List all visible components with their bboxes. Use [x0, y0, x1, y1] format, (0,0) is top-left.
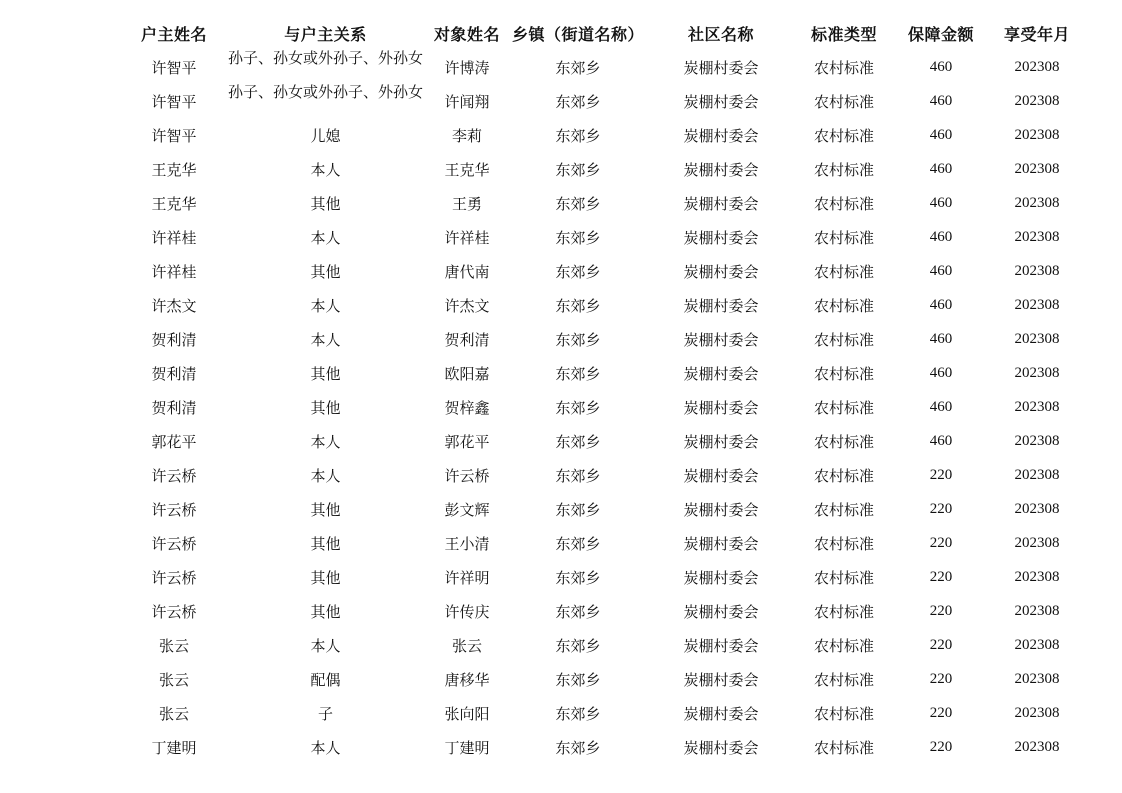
cell-standard-type: 农村标准: [814, 296, 875, 315]
cell-relationship: 本人: [310, 330, 341, 349]
cell-amount: 460: [929, 92, 953, 109]
cell-month: 202308: [1014, 330, 1060, 347]
cell-recipient-name: 彭文辉: [444, 500, 490, 519]
cell-standard-type: 农村标准: [814, 160, 875, 179]
cell-householder-name: 丁建明: [151, 738, 197, 757]
cell-amount: 220: [929, 500, 953, 517]
cell-township: 东郊乡: [555, 738, 601, 757]
cell-month: 202308: [1014, 704, 1060, 721]
cell-recipient-name: 王勇: [452, 194, 483, 213]
cell-community: 炭棚村委会: [683, 500, 759, 519]
cell-recipient-name: 欧阳嘉: [444, 364, 490, 383]
cell-relationship: 其他: [310, 534, 341, 553]
cell-month: 202308: [1014, 466, 1060, 483]
cell-householder-name: 许祥桂: [151, 228, 197, 247]
cell-relationship: 本人: [310, 636, 341, 655]
table-body: [120, 50, 1083, 764]
cell-householder-name: 张云: [158, 704, 189, 723]
table-row: [120, 560, 1083, 594]
cell-recipient-name: 许祥桂: [444, 228, 490, 247]
cell-standard-type: 农村标准: [814, 670, 875, 689]
cell-relationship: 其他: [310, 262, 341, 281]
cell-householder-name: 许智平: [151, 92, 197, 111]
cell-township: 东郊乡: [555, 92, 601, 111]
cell-standard-type: 农村标准: [814, 466, 875, 485]
cell-township: 东郊乡: [555, 296, 601, 315]
relationship-text: 孙子、孙女或外孙子、外孙女: [228, 50, 424, 67]
cell-recipient-name: 唐移华: [444, 670, 490, 689]
cell-standard-type: 农村标准: [814, 262, 875, 281]
cell-month: 202308: [1014, 126, 1060, 143]
cell-community: 炭棚村委会: [683, 432, 759, 451]
table-row: [120, 696, 1083, 730]
cell-amount: 220: [929, 670, 953, 687]
cell-relationship: 其他: [310, 602, 341, 621]
cell-township: 东郊乡: [555, 194, 601, 213]
cell-month: 202308: [1014, 262, 1060, 279]
cell-standard-type: 农村标准: [814, 58, 875, 77]
cell-community: 炭棚村委会: [683, 58, 759, 77]
cell-recipient-name: 许博涛: [444, 58, 490, 77]
cell-township: 东郊乡: [555, 534, 601, 553]
cell-householder-name: 许云桥: [151, 568, 197, 587]
cell-community: 炭棚村委会: [683, 602, 759, 621]
cell-householder-name: 许云桥: [151, 534, 197, 553]
cell-standard-type: 农村标准: [814, 432, 875, 451]
cell-township: 东郊乡: [555, 160, 601, 179]
cell-relationship: 本人: [310, 160, 341, 179]
table-row: [120, 356, 1083, 390]
cell-relationship: 本人: [310, 296, 341, 315]
cell-amount: 460: [929, 160, 953, 177]
relationship-text: 孙子、孙女或外孙子、外孙女: [228, 84, 424, 101]
cell-householder-name: 贺利清: [151, 398, 197, 417]
header-row: [120, 16, 1083, 50]
cell-relationship: 其他: [310, 364, 341, 383]
cell-community: 炭棚村委会: [683, 92, 759, 111]
cell-standard-type: 农村标准: [814, 364, 875, 383]
cell-recipient-name: 许杰文: [444, 296, 490, 315]
cell-month: 202308: [1014, 58, 1060, 75]
cell-recipient-name: 郭花平: [444, 432, 490, 451]
cell-householder-name: 郭花平: [151, 432, 197, 451]
cell-householder-name: 许杰文: [151, 296, 197, 315]
table-row: [120, 390, 1083, 424]
cell-township: 东郊乡: [555, 568, 601, 587]
cell-community: 炭棚村委会: [683, 636, 759, 655]
table-row: [120, 152, 1083, 186]
cell-amount: 220: [929, 534, 953, 551]
cell-township: 东郊乡: [555, 58, 601, 77]
cell-amount: 460: [929, 126, 953, 143]
cell-township: 东郊乡: [555, 262, 601, 281]
cell-relationship: 其他: [310, 398, 341, 417]
cell-householder-name: 贺利清: [151, 330, 197, 349]
cell-month: 202308: [1014, 602, 1060, 619]
table-row: [120, 322, 1083, 356]
cell-householder-name: 许祥桂: [151, 262, 197, 281]
cell-standard-type: 农村标准: [814, 330, 875, 349]
cell-community: 炭棚村委会: [683, 126, 759, 145]
header-amount: 保障金额: [908, 24, 975, 44]
cell-community: 炭棚村委会: [683, 262, 759, 281]
cell-standard-type: 农村标准: [814, 636, 875, 655]
table-row: [120, 458, 1083, 492]
cell-township: 东郊乡: [555, 704, 601, 723]
cell-community: 炭棚村委会: [683, 568, 759, 587]
cell-township: 东郊乡: [555, 398, 601, 417]
cell-recipient-name: 丁建明: [444, 738, 490, 757]
cell-recipient-name: 许祥明: [444, 568, 490, 587]
cell-month: 202308: [1014, 500, 1060, 517]
cell-relationship: 本人: [310, 738, 341, 757]
cell-relationship: 本人: [310, 228, 341, 247]
cell-amount: 460: [929, 398, 953, 415]
cell-community: 炭棚村委会: [683, 364, 759, 383]
cell-standard-type: 农村标准: [814, 704, 875, 723]
cell-standard-type: 农村标准: [814, 194, 875, 213]
cell-township: 东郊乡: [555, 466, 601, 485]
cell-relationship: 本人: [310, 432, 341, 451]
cell-township: 东郊乡: [555, 636, 601, 655]
cell-community: 炭棚村委会: [683, 160, 759, 179]
cell-relationship: 其他: [310, 194, 341, 213]
cell-relationship: 本人: [310, 466, 341, 485]
cell-amount: 460: [929, 364, 953, 381]
cell-relationship: [228, 84, 423, 118]
cell-month: 202308: [1014, 738, 1060, 755]
table-row: [120, 50, 1083, 84]
table-row: [120, 424, 1083, 458]
cell-amount: 460: [929, 58, 953, 75]
cell-amount: 460: [929, 262, 953, 279]
cell-recipient-name: 许传庆: [444, 602, 490, 621]
table-row: [120, 492, 1083, 526]
header-township: 乡镇（街道名称）: [512, 24, 645, 44]
cell-amount: 220: [929, 568, 953, 585]
header-relationship: 与户主关系: [284, 24, 367, 44]
cell-householder-name: 许云桥: [151, 602, 197, 621]
cell-amount: 220: [929, 738, 953, 755]
table-header: [120, 16, 1083, 50]
cell-householder-name: 贺利清: [151, 364, 197, 383]
cell-householder-name: 张云: [158, 670, 189, 689]
cell-recipient-name: 王克华: [444, 160, 490, 179]
cell-relationship: 儿媳: [310, 126, 341, 145]
header-recipient-name: 对象姓名: [434, 24, 501, 44]
cell-township: 东郊乡: [555, 670, 601, 689]
table-row: [120, 526, 1083, 560]
cell-community: 炭棚村委会: [683, 228, 759, 247]
cell-month: 202308: [1014, 636, 1060, 653]
table-row: [120, 594, 1083, 628]
cell-recipient-name: 贺梓鑫: [444, 398, 490, 417]
header-standard-type: 标准类型: [811, 24, 878, 44]
roster-table: [120, 16, 1083, 764]
cell-recipient-name: 李莉: [452, 126, 483, 145]
table-row: [120, 220, 1083, 254]
cell-recipient-name: 贺利清: [444, 330, 490, 349]
cell-relationship: 配偶: [310, 670, 341, 689]
cell-community: 炭棚村委会: [683, 466, 759, 485]
cell-standard-type: 农村标准: [814, 534, 875, 553]
cell-amount: 220: [929, 466, 953, 483]
header-community: 社区名称: [688, 24, 755, 44]
cell-recipient-name: 张云: [452, 636, 483, 655]
cell-month: 202308: [1014, 296, 1060, 313]
cell-amount: 460: [929, 330, 953, 347]
cell-recipient-name: 许闻翔: [444, 92, 490, 111]
cell-relationship: 其他: [310, 568, 341, 587]
cell-standard-type: 农村标准: [814, 602, 875, 621]
cell-month: 202308: [1014, 194, 1060, 211]
cell-standard-type: 农村标准: [814, 500, 875, 519]
cell-township: 东郊乡: [555, 126, 601, 145]
cell-township: 东郊乡: [555, 228, 601, 247]
header-month: 享受年月: [1004, 24, 1071, 44]
cell-standard-type: 农村标准: [814, 568, 875, 587]
cell-relationship: 子: [318, 704, 334, 723]
cell-amount: 460: [929, 432, 953, 449]
cell-recipient-name: 王小清: [444, 534, 490, 553]
cell-community: 炭棚村委会: [683, 704, 759, 723]
cell-month: 202308: [1014, 364, 1060, 381]
cell-recipient-name: 张向阳: [444, 704, 490, 723]
cell-amount: 460: [929, 228, 953, 245]
cell-standard-type: 农村标准: [814, 738, 875, 757]
cell-month: 202308: [1014, 160, 1060, 177]
cell-month: 202308: [1014, 432, 1060, 449]
cell-householder-name: 许云桥: [151, 500, 197, 519]
cell-community: 炭棚村委会: [683, 738, 759, 757]
cell-standard-type: 农村标准: [814, 126, 875, 145]
cell-month: 202308: [1014, 398, 1060, 415]
table-row: [120, 118, 1083, 152]
table-row: [120, 288, 1083, 322]
cell-month: 202308: [1014, 670, 1060, 687]
table-row: [120, 730, 1083, 764]
cell-month: 202308: [1014, 228, 1060, 245]
table-row: [120, 628, 1083, 662]
cell-householder-name: 许智平: [151, 58, 197, 77]
cell-community: 炭棚村委会: [683, 194, 759, 213]
table-row: [120, 662, 1083, 696]
cell-township: 东郊乡: [555, 330, 601, 349]
cell-householder-name: 王克华: [151, 194, 197, 213]
cell-standard-type: 农村标准: [814, 398, 875, 417]
cell-township: 东郊乡: [555, 432, 601, 451]
cell-standard-type: 农村标准: [814, 92, 875, 111]
cell-recipient-name: 唐代南: [444, 262, 490, 281]
cell-relationship: 其他: [310, 500, 341, 519]
cell-township: 东郊乡: [555, 364, 601, 383]
table-row: [120, 186, 1083, 220]
cell-month: 202308: [1014, 534, 1060, 551]
cell-township: 东郊乡: [555, 500, 601, 519]
cell-community: 炭棚村委会: [683, 398, 759, 417]
cell-householder-name: 王克华: [151, 160, 197, 179]
cell-standard-type: 农村标准: [814, 228, 875, 247]
cell-month: 202308: [1014, 568, 1060, 585]
cell-community: 炭棚村委会: [683, 534, 759, 553]
table-row: [120, 254, 1083, 288]
cell-community: 炭棚村委会: [683, 330, 759, 349]
cell-amount: 460: [929, 194, 953, 211]
cell-amount: 220: [929, 602, 953, 619]
cell-householder-name: 许云桥: [151, 466, 197, 485]
cell-relationship: [228, 50, 423, 84]
cell-amount: 220: [929, 636, 953, 653]
cell-householder-name: 张云: [158, 636, 189, 655]
header-householder-name: 户主姓名: [140, 24, 207, 44]
cell-householder-name: 许智平: [151, 126, 197, 145]
cell-month: 202308: [1014, 92, 1060, 109]
cell-township: 东郊乡: [555, 602, 601, 621]
table-row: [120, 84, 1083, 118]
cell-community: 炭棚村委会: [683, 670, 759, 689]
cell-amount: 460: [929, 296, 953, 313]
cell-amount: 220: [929, 704, 953, 721]
cell-community: 炭棚村委会: [683, 296, 759, 315]
cell-recipient-name: 许云桥: [444, 466, 490, 485]
